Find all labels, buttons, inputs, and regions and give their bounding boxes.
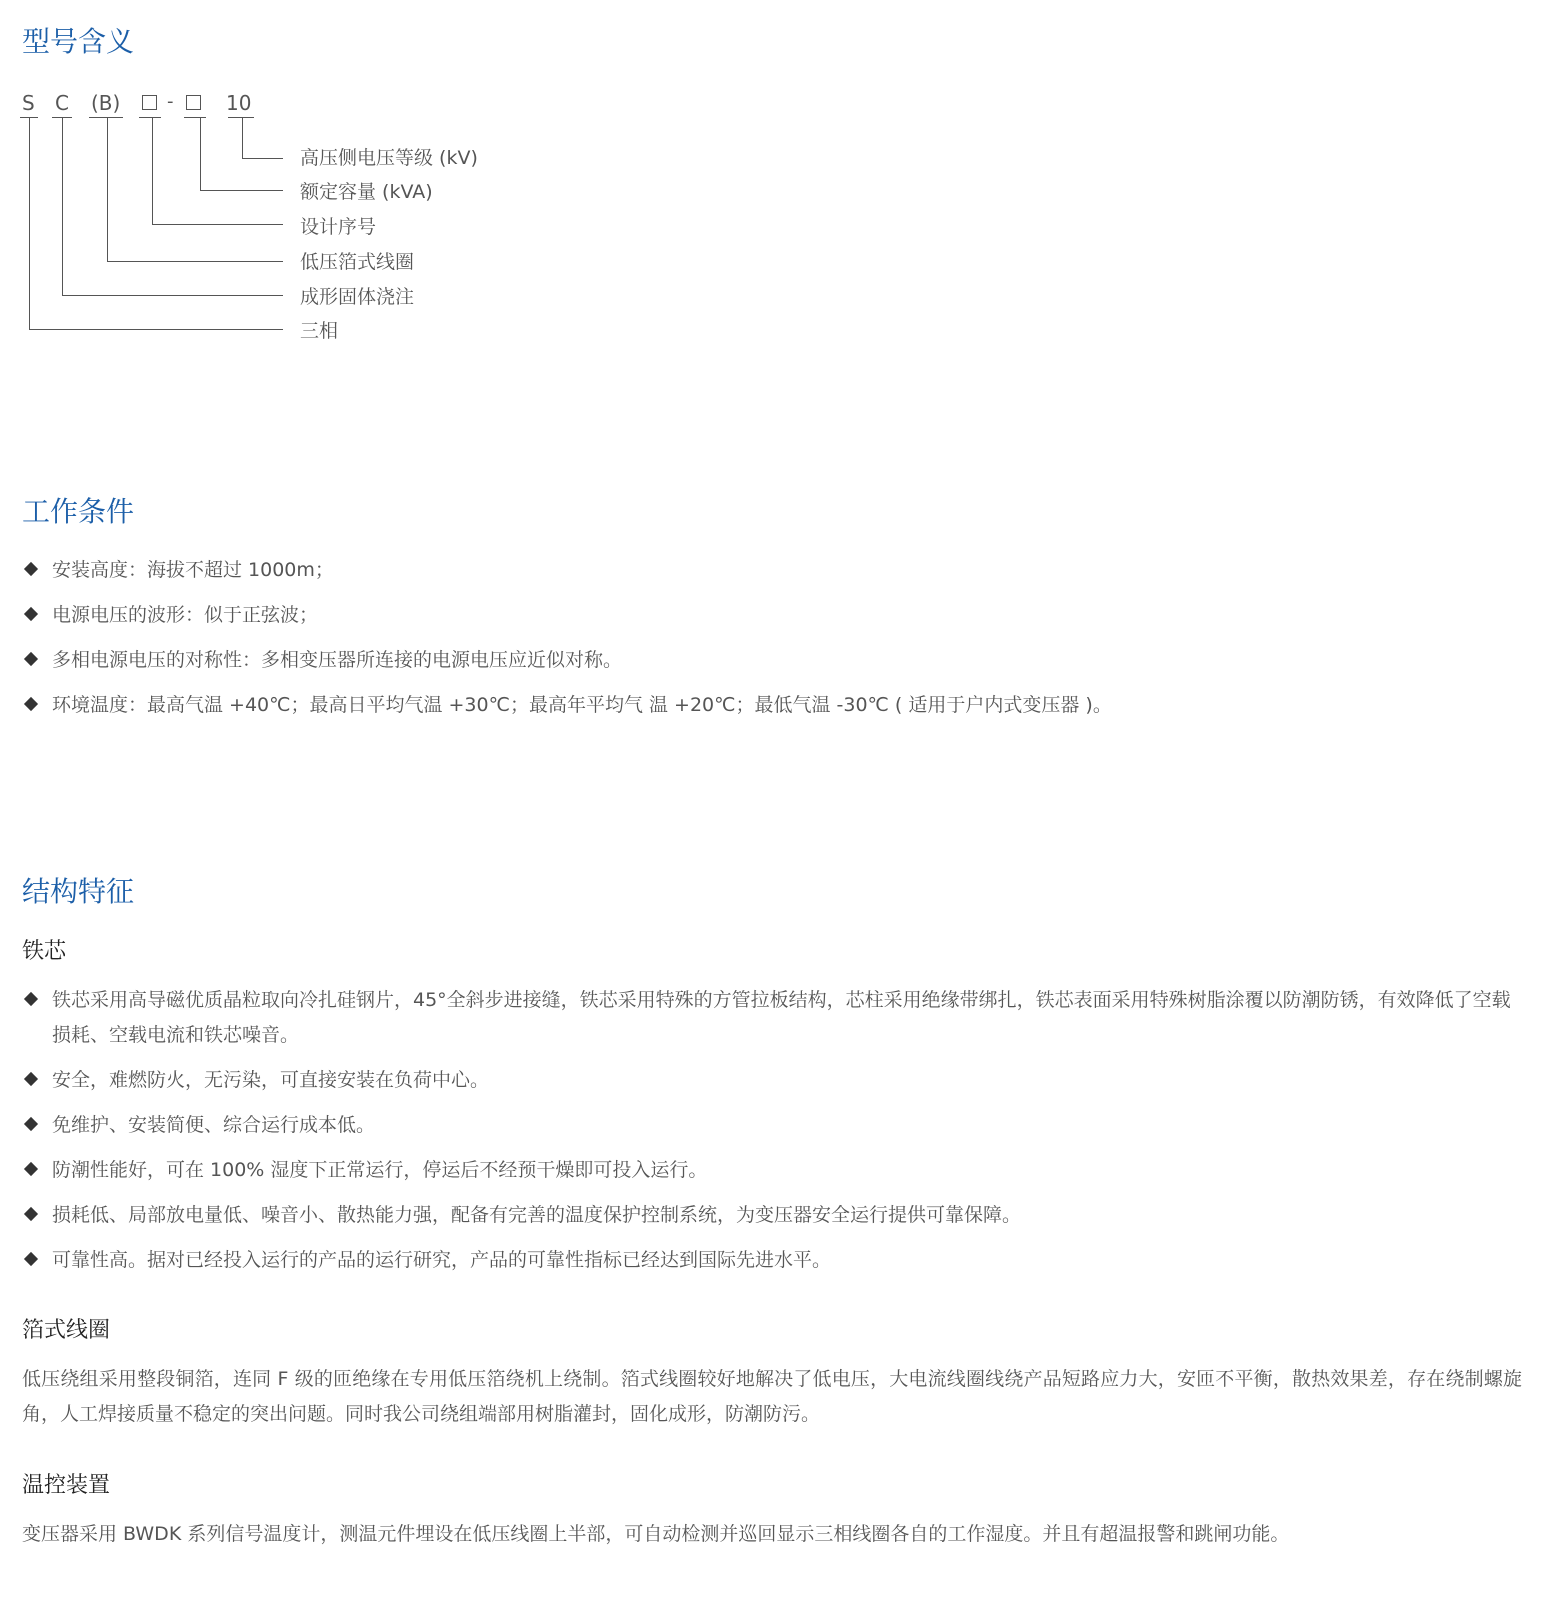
section-title-conditions: 工作条件 — [22, 495, 135, 528]
connector-design-v — [152, 117, 153, 224]
placeholder-capacity-box — [186, 95, 201, 110]
list-item: 安装高度：海拔不超过 1000m； — [22, 553, 1522, 588]
connector-capacity-h — [200, 190, 283, 191]
list-item: 防潮性能好，可在 100% 湿度下正常运行，停运后不经预干燥即可投入运行。 — [22, 1153, 1522, 1188]
code-voltage: 10 — [226, 91, 252, 115]
diamond-bullet-icon — [24, 607, 38, 621]
diamond-bullet-icon — [24, 562, 38, 576]
placeholder-design-box — [142, 95, 157, 110]
diamond-bullet-icon — [24, 992, 38, 1006]
connector-design-h — [152, 224, 283, 225]
meaning-design: 设计序号 — [300, 216, 377, 238]
connector-s-h — [29, 329, 283, 330]
list-item: 可靠性高。据对已经投入运行的产品的运行研究，产品的可靠性指标已经达到国际先进水平。 — [22, 1243, 1522, 1278]
meaning-foil: 低压箔式线圈 — [300, 251, 415, 273]
foil-paragraph: 低压绕组采用整段铜箔，连同 F 级的匝绝缘在专用低压箔绕机上绕制。箔式线圈较好地解决了低电压，大电流线圈线绕产品短路应力大，安匝不平衡，散热效果差，存在绕制螺旋角，人工焊接质量不稳定的突出问题。同时我公司绕组端部用树脂灌封，固化成形，防潮防污。 — [22, 1368, 1522, 1425]
temp-paragraph: 变压器采用 BWDK 系列信号温度计，测温元件埋设在低压线圈上半部，可自动检测并巡回显示三相线圈各自的工作湿度。并且有超温报警和跳闸功能。 — [22, 1523, 1290, 1545]
list-item: 环境温度：最高气温 +40℃；最高日平均气温 +30℃；最高年平均气 温 +20℃；最低气温 -30℃ ( 适用于户内式变压器 )。 — [22, 688, 1522, 723]
diamond-bullet-icon — [24, 697, 38, 711]
conditions-list — [22, 553, 1522, 723]
underline-capacity — [184, 117, 206, 118]
connector-voltage-v — [242, 117, 243, 158]
diamond-bullet-icon — [24, 1072, 38, 1086]
list-item: 损耗低、局部放电量低、噪音小、散热能力强，配备有完善的温度保护控制系统，为变压器安全运行提供可靠保障。 — [22, 1198, 1522, 1233]
list-item: 多相电源电压的对称性：多相变压器所连接的电源电压应近似对称。 — [22, 643, 1522, 678]
model-code-diagram — [0, 0, 520, 360]
diamond-bullet-icon — [24, 1252, 38, 1266]
code-s: S — [22, 91, 35, 115]
code-b: (B) — [91, 91, 121, 115]
connector-s-v — [29, 117, 30, 329]
list-item: 免维护、安装简便、综合运行成本低。 — [22, 1108, 1522, 1143]
meaning-capacity: 额定容量 (kVA) — [300, 181, 433, 203]
connector-voltage-h — [242, 158, 283, 159]
section-title-structure: 结构特征 — [22, 875, 135, 908]
list-item: 铁芯采用高导磁优质晶粒取向冷扎硅钢片，45°全斜步进接缝，铁芯采用特殊的方管拉板结构，芯柱采用绝缘带绑扎，铁芯表面采用特殊树脂涂覆以防潮防锈，有效降低了空载损耗、空载电流和铁芯噪音。 — [22, 983, 1522, 1053]
underline-design — [139, 117, 161, 118]
diamond-bullet-icon — [24, 1117, 38, 1131]
list-item: 安全，难燃防火，无污染，可直接安装在负荷中心。 — [22, 1063, 1522, 1098]
diamond-bullet-icon — [24, 1207, 38, 1221]
code-dash: - — [167, 91, 174, 112]
connector-c-v — [62, 117, 63, 295]
code-c: C — [55, 91, 69, 115]
connector-b-h — [107, 261, 283, 262]
connector-capacity-v — [200, 117, 201, 190]
underline-b — [89, 117, 123, 118]
core-list — [22, 983, 1522, 1278]
diamond-bullet-icon — [24, 1162, 38, 1176]
underline-voltage — [228, 117, 254, 118]
sub-title-core: 铁芯 — [22, 939, 67, 964]
meaning-voltage: 高压侧电压等级 (kV) — [300, 147, 478, 169]
section-title-model: 型号含义 — [22, 25, 135, 58]
meaning-cast: 成形固体浇注 — [300, 286, 415, 308]
list-item: 电源电压的波形：似于正弦波； — [22, 598, 1522, 633]
connector-c-h — [62, 295, 283, 296]
connector-b-v — [107, 117, 108, 261]
sub-title-foil: 箔式线圈 — [22, 1318, 111, 1343]
meaning-three-phase: 三相 — [300, 320, 339, 342]
diamond-bullet-icon — [24, 652, 38, 666]
sub-title-temp: 温控装置 — [22, 1473, 111, 1498]
